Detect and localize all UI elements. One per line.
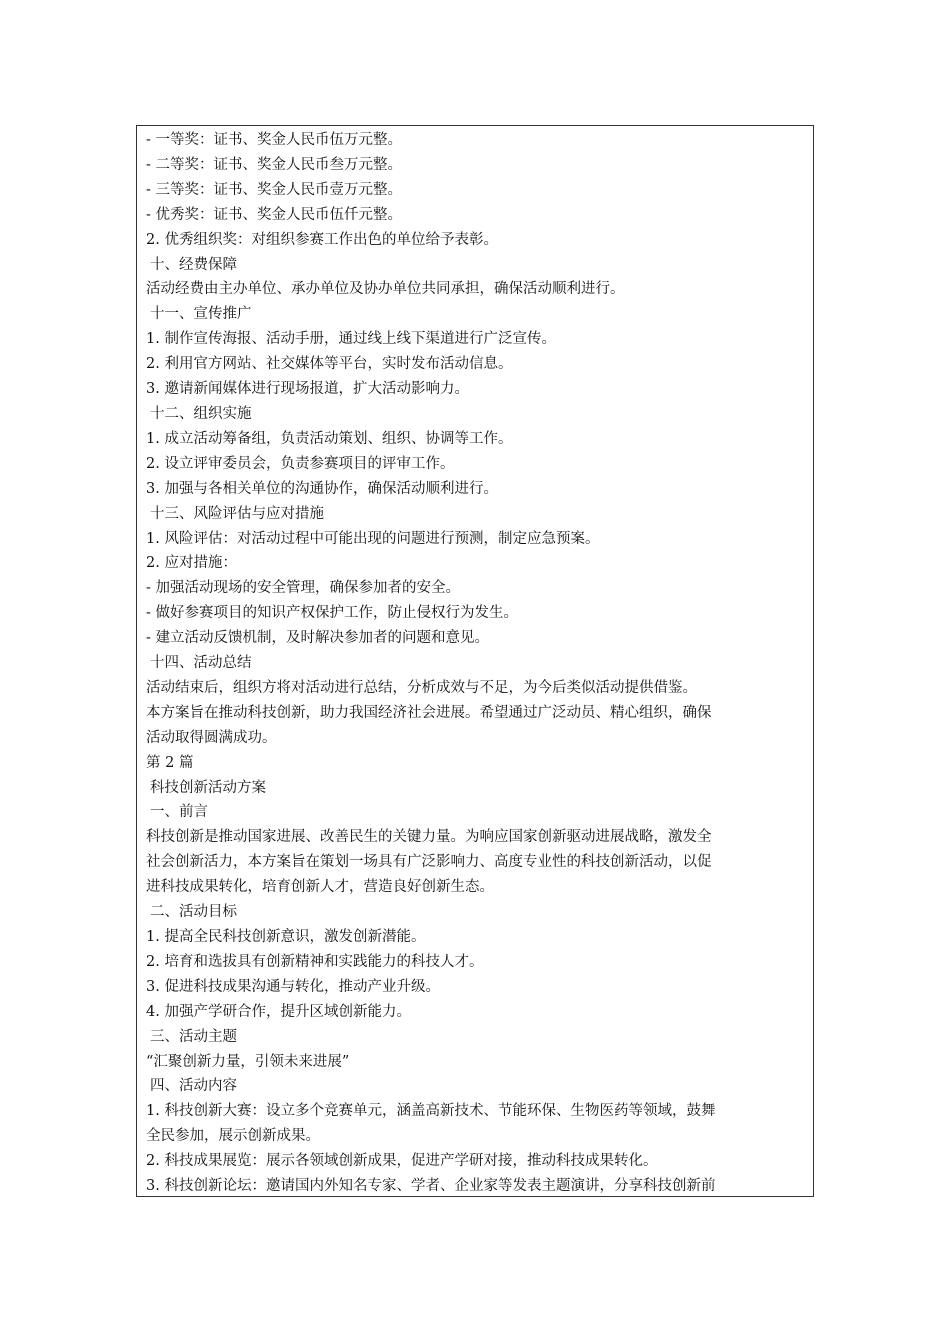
closing-paragraph-line: 本方案旨在推动科技创新，助力我国经济社会进展。希望通过广泛动员、精心组织，确保 (146, 704, 712, 721)
promotion-item: 2. 利用官方网站、社交媒体等平台，实时发布活动信息。 (146, 356, 513, 373)
preface-paragraph-line: 社会创新活力，本方案旨在策划一场具有广泛影响力、高度专业性的科技创新活动，以促 (146, 854, 712, 871)
preface-paragraph-line: 进科技成果转化，培育创新人才，营造良好创新生态。 (146, 879, 494, 896)
risk-item: 2. 应对措施： (146, 555, 237, 572)
content-item-line: 2. 科技成果展览：展示各领域创新成果，促进产学研对接，推动科技成果转化。 (146, 1153, 658, 1170)
part-title: 科技创新活动方案 (150, 779, 266, 796)
goal-item: 3. 促进科技成果沟通与转化，推动产业升级。 (146, 978, 440, 995)
section-heading-preface: 一、前言 (150, 804, 208, 821)
award-line-organization: 2. 优秀组织奖：对组织参赛工作出色的单位给予表彰。 (146, 231, 498, 248)
award-line-excellence: - 优秀奖：证书、奖金人民币伍仟元整。 (146, 206, 403, 223)
preface-paragraph-line: 科技创新是推动国家进展、改善民生的关键力量。为响应国家创新驱动进展战略，激发全 (146, 829, 712, 846)
goal-item: 2. 培育和选拔具有创新精神和实践能力的科技人才。 (146, 953, 484, 970)
promotion-item: 1. 制作宣传海报、活动手册，通过线上线下渠道进行广泛宣传。 (146, 331, 556, 348)
section-heading-theme: 三、活动主题 (150, 1028, 237, 1045)
section-heading-funding: 十、经费保障 (150, 256, 237, 273)
award-line-first: - 一等奖：证书、奖金人民币伍万元整。 (146, 132, 403, 148)
implementation-item: 1. 成立活动筹备组，负责活动策划、组织、协调等工作。 (146, 430, 513, 447)
risk-item: 1. 风险评估：对活动过程中可能出现的问题进行预测，制定应急预案。 (146, 530, 600, 547)
risk-item: - 建立活动反馈机制，及时解决参加者的问题和意见。 (146, 630, 490, 647)
goal-item: 4. 加强产学研合作，提升区域创新能力。 (146, 1003, 411, 1020)
section-heading-implementation: 十二、组织实施 (150, 405, 252, 422)
implementation-item: 3. 加强与各相关单位的沟通协作，确保活动顺利进行。 (146, 480, 498, 497)
award-line-third: - 三等奖：证书、奖金人民币壹万元整。 (146, 181, 403, 198)
summary-paragraph: 活动结束后，组织方将对活动进行总结，分析成效与不足，为今后类似活动提供借鉴。 (146, 679, 697, 696)
content-item-line: 3. 科技创新论坛：邀请国内外知名专家、学者、企业家等发表主题演讲，分享科技创新前 (146, 1178, 716, 1195)
content-item-line: 全民参加，展示创新成果。 (146, 1128, 320, 1145)
theme-text: “汇聚创新力量，引领未来进展” (146, 1053, 350, 1070)
section-heading-summary: 十四、活动总结 (150, 655, 252, 672)
document-body (137, 126, 813, 1197)
risk-item: - 做好参赛项目的知识产权保护工作，防止侵权行为发生。 (146, 605, 519, 622)
implementation-item: 2. 设立评审委员会，负责参赛项目的评审工作。 (146, 455, 455, 472)
funding-paragraph: 活动经费由主办单位、承办单位及协办单位共同承担，确保活动顺利进行。 (146, 281, 625, 298)
section-heading-content: 四、活动内容 (150, 1078, 237, 1095)
content-item-line: 1. 科技创新大赛：设立多个竞赛单元，涵盖高新技术、节能环保、生物医药等领域，鼓舞 (146, 1103, 716, 1120)
risk-item: - 加强活动现场的安全管理，确保参加者的安全。 (146, 580, 461, 597)
closing-paragraph-line: 活动取得圆满成功。 (146, 729, 277, 746)
part-label: 第 2 篇 (146, 754, 194, 771)
section-heading-goals: 二、活动目标 (150, 904, 237, 921)
document-frame (136, 125, 814, 1197)
goal-item: 1. 提高全民科技创新意识，激发创新潜能。 (146, 929, 426, 945)
promotion-item: 3. 邀请新闻媒体进行现场报道，扩大活动影响力。 (146, 381, 469, 398)
section-heading-promotion: 十一、宣传推广 (150, 306, 252, 323)
section-heading-risk: 十三、风险评估与应对措施 (150, 505, 324, 522)
award-line-second: - 二等奖：证书、奖金人民币叁万元整。 (146, 156, 403, 173)
